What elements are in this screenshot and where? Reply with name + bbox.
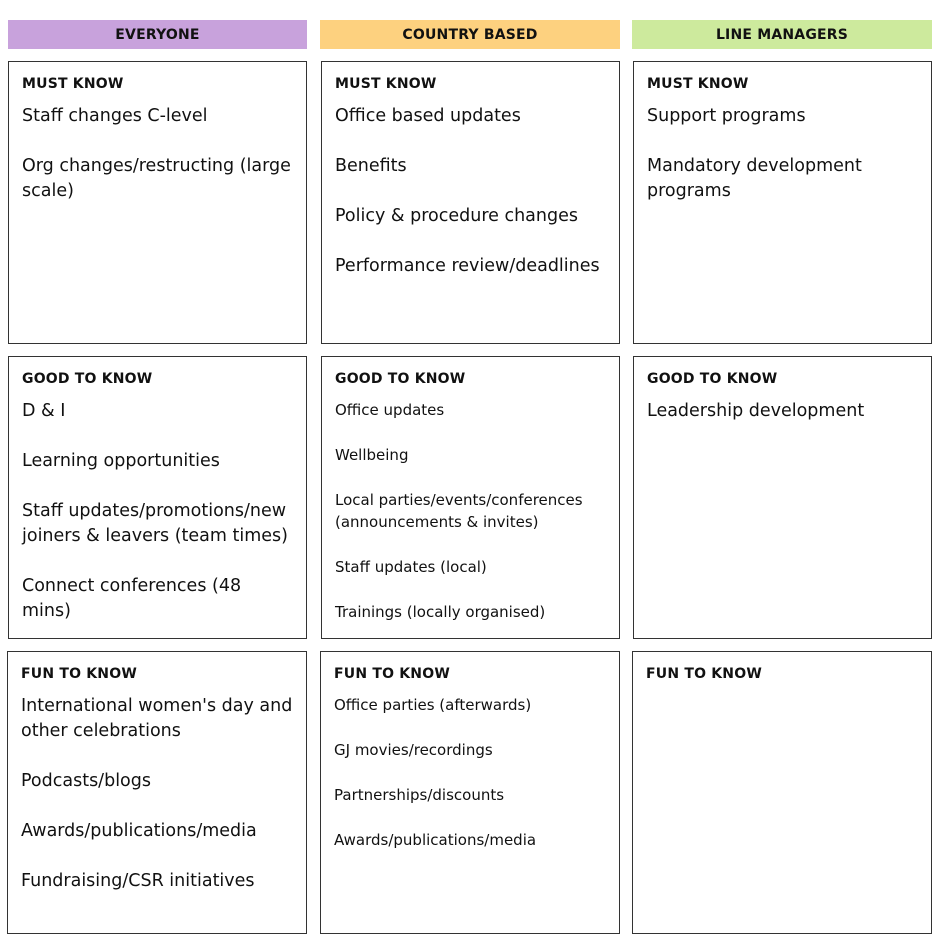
cell-managers-must-know (633, 61, 932, 344)
list-item: D & I (22, 401, 66, 421)
cell-country-good-to-know (321, 356, 620, 639)
section-title: MUST KNOW (22, 76, 124, 92)
list-item: International women's day and other celebrations (21, 696, 293, 741)
cell-everyone-fun-to-know (7, 651, 307, 934)
list-item: Staff updates/promotions/new joiners & leavers (team times) (22, 501, 288, 546)
cell-managers-fun-to-know (632, 651, 932, 934)
cell-everyone-good-to-know (8, 356, 307, 639)
item-list (22, 104, 293, 204)
item-list (334, 694, 606, 851)
cell-country-fun-to-know (320, 651, 620, 934)
header-line-managers: LINE MANAGERS (632, 20, 932, 49)
section-title: FUN TO KNOW (334, 666, 450, 682)
list-item: Partnerships/discounts (334, 786, 505, 804)
list-item: GJ movies/recordings (334, 741, 493, 759)
list-item: Staff updates (local) (335, 558, 487, 576)
list-item: Org changes/restructing (large scale) (22, 156, 291, 201)
item-list (21, 694, 293, 894)
item-list (647, 104, 918, 204)
list-item: Wellbeing (335, 446, 409, 464)
item-list (335, 399, 606, 623)
section-title: GOOD TO KNOW (22, 371, 153, 387)
section-title: MUST KNOW (335, 76, 437, 92)
item-list (22, 399, 293, 624)
list-item: Local parties/events/conferences (announcements & invites) (335, 491, 583, 531)
list-item: Connect conferences (48 mins) (22, 576, 242, 621)
list-item: Office updates (335, 401, 445, 419)
list-item: Leadership development (647, 401, 865, 421)
list-item: Support programs (647, 106, 806, 126)
section-title: GOOD TO KNOW (647, 371, 778, 387)
list-item: Podcasts/blogs (21, 771, 151, 791)
header-everyone: EVERYONE (8, 20, 307, 49)
section-title: GOOD TO KNOW (335, 371, 466, 387)
cell-managers-good-to-know (633, 356, 932, 639)
list-item: Trainings (locally organised) (335, 603, 546, 621)
list-item: Awards/publications/media (21, 821, 257, 841)
list-item: Performance review/deadlines (335, 256, 600, 276)
list-item: Awards/publications/media (334, 831, 537, 849)
cell-country-must-know (321, 61, 620, 344)
list-item: Fundraising/CSR initiatives (21, 871, 255, 891)
section-title: FUN TO KNOW (646, 666, 762, 682)
list-item: Benefits (335, 156, 407, 176)
list-item: Office based updates (335, 106, 521, 126)
header-country-based: COUNTRY BASED (320, 20, 620, 49)
list-item: Staff changes C-level (22, 106, 208, 126)
list-item: Office parties (afterwards) (334, 696, 532, 714)
list-item: Learning opportunities (22, 451, 220, 471)
item-list (647, 399, 918, 424)
cell-everyone-must-know (8, 61, 307, 344)
section-title: FUN TO KNOW (21, 666, 137, 682)
list-item: Policy & procedure changes (335, 206, 578, 226)
list-item: Mandatory development programs (647, 156, 862, 201)
section-title: MUST KNOW (647, 76, 749, 92)
item-list (335, 104, 606, 279)
